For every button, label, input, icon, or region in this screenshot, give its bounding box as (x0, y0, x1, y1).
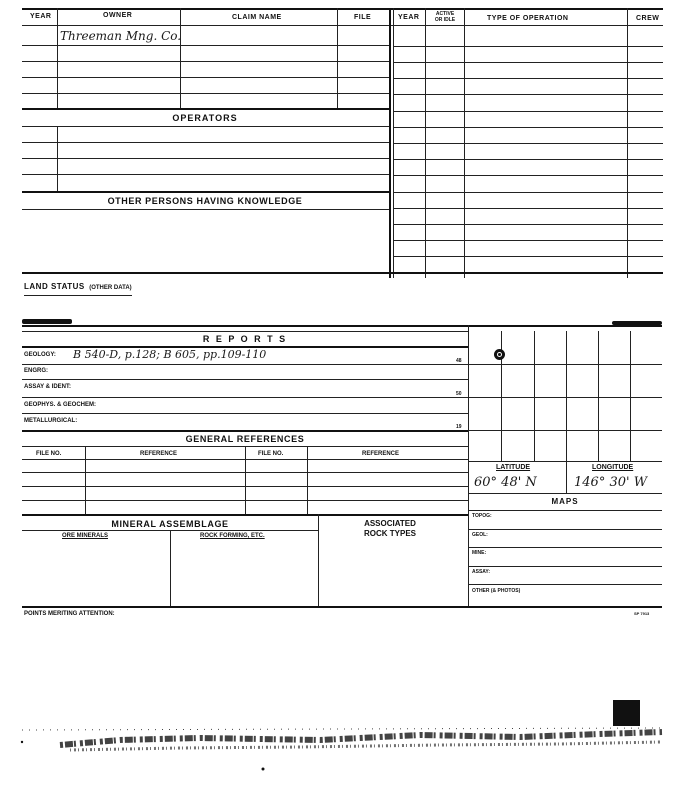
grid-row (468, 364, 662, 365)
row-line (393, 46, 663, 47)
owner-entry: Threeman Mng. Co. (60, 29, 182, 43)
row-line (22, 174, 389, 175)
other-persons-title: OTHER PERSONS HAVING KNOWLEDGE (107, 196, 303, 206)
row-line (393, 111, 663, 112)
mineral-assemblage-title: MINERAL ASSEMBLAGE (111, 519, 229, 529)
row-line (22, 45, 389, 46)
grid-col (598, 331, 599, 461)
maps-title: MAPS (551, 497, 579, 506)
row-line (22, 514, 468, 516)
active-label: ACTIVE (435, 11, 455, 17)
row-line (393, 224, 663, 225)
row-line (22, 93, 389, 94)
col-divider (180, 8, 181, 25)
points-meriting-attention-label: POINTS MERITING ATTENTION: (24, 611, 115, 617)
reports-top-border (22, 325, 662, 327)
operators-title: OPERATORS (172, 113, 238, 123)
scan-dot (262, 768, 265, 771)
reports-right-divider (468, 325, 469, 607)
land-status-sub: (OTHER DATA) (89, 285, 132, 291)
row-line (22, 331, 468, 332)
row-line (393, 143, 663, 144)
grid-col (534, 331, 535, 461)
row-line (22, 191, 389, 193)
torn-edge-left (22, 319, 72, 324)
location-marker-icon (494, 349, 505, 360)
ore-minerals-header: ORE MINERALS (62, 533, 109, 539)
row-line (22, 397, 468, 398)
row-line (393, 159, 663, 160)
scan-noise-line (70, 742, 660, 750)
table-bottom-border (22, 272, 663, 274)
row-line (468, 493, 662, 494)
associated-rock-types-header (340, 519, 440, 539)
row-line (468, 510, 662, 511)
row-line (468, 566, 662, 567)
row-line (393, 256, 663, 257)
row-line (468, 547, 662, 548)
geology-label: GEOLOGY: (24, 352, 56, 358)
col-line (85, 446, 86, 514)
land-status-label (24, 276, 132, 296)
geophys-label: GEOPHYS. & GEOCHEM: (24, 402, 97, 408)
grid-row (468, 461, 662, 462)
rock-forming-header: ROCK FORMING, ETC. (200, 533, 265, 539)
row-line (22, 77, 389, 78)
col-divider (337, 8, 338, 25)
latitude-value: 60° 48' N (474, 475, 537, 490)
row-line (393, 240, 663, 241)
row-line (22, 430, 468, 432)
row-line (22, 413, 468, 414)
assay-num: 50 (456, 391, 462, 397)
col-divider (57, 8, 58, 25)
row-line (393, 94, 663, 95)
scan-noise-line (22, 728, 660, 730)
col-line (318, 514, 319, 607)
row-line (22, 379, 468, 380)
col-line (337, 25, 338, 108)
claim-name-header: CLAIM NAME (232, 14, 282, 21)
row-line (393, 78, 663, 79)
reports-title: R E P O R T S (202, 334, 288, 344)
row-line (22, 142, 389, 143)
row-line (22, 61, 389, 62)
col-line (307, 446, 308, 514)
metallurgical-label: METALLURGICAL: (24, 418, 78, 424)
row-line (22, 209, 389, 210)
scan-artifact-block (613, 700, 640, 726)
row-line (393, 192, 663, 193)
owner-header: OWNER (103, 12, 133, 19)
col-line (245, 446, 246, 514)
grid-col (566, 331, 567, 493)
crew-header: CREW (636, 15, 660, 22)
geol-label: GEOL: (472, 532, 488, 538)
row-line (393, 208, 663, 209)
file-no-header-2: FILE NO. (258, 451, 284, 457)
or-idle-label: OR IDLE (434, 17, 456, 23)
row-line (468, 529, 662, 530)
scan-dot (21, 741, 23, 743)
row-line (393, 62, 663, 63)
longitude-value: 146° 30' W (574, 475, 648, 490)
longitude-label: LONGITUDE (592, 464, 634, 471)
active-idle-header (428, 11, 462, 23)
associated-label: ASSOCIATED (364, 519, 416, 528)
assay-map-label: ASSAY: (472, 569, 491, 575)
form-number: SP 7913 (634, 611, 650, 616)
col-line (57, 126, 58, 191)
scan-noise-band (0, 690, 678, 780)
row-line (393, 127, 663, 128)
geology-value: B 540-D, p.128; B 605, pp.109-110 (73, 348, 267, 361)
rock-types-label: ROCK TYPES (363, 529, 416, 538)
other-photos-label: OTHER (& PHOTOS) (472, 588, 521, 594)
right-block-border (389, 8, 391, 278)
row-line (22, 364, 468, 365)
file-no-header-1: FILE NO. (36, 451, 62, 457)
header-bottom-line (22, 25, 663, 26)
row-line (22, 158, 389, 159)
reference-header-1: REFERENCE (140, 451, 178, 457)
row-line (22, 126, 389, 127)
general-references-title: GENERAL REFERENCES (185, 434, 305, 444)
grid-col (630, 331, 631, 461)
engrg-label: ENGRG: (24, 368, 48, 374)
col-line (180, 25, 181, 108)
mine-label: MINE: (472, 550, 487, 556)
land-status-text: LAND STATUS (24, 282, 85, 291)
metallurgical-num: 19 (456, 424, 462, 430)
reports-bottom-border (22, 606, 662, 608)
grid-row (468, 430, 662, 431)
reference-header-2: REFERENCE (362, 451, 400, 457)
type-of-operation-header: TYPE OF OPERATION (487, 15, 569, 22)
year2-header: YEAR (398, 14, 420, 21)
col-line (170, 530, 171, 607)
grid-row (468, 397, 662, 398)
row-line (393, 175, 663, 176)
geology-num: 48 (456, 358, 462, 364)
col-line (57, 25, 58, 108)
topog-label: TOPOG: (472, 513, 492, 519)
row-line (468, 584, 662, 585)
assay-label: ASSAY & IDENT: (24, 384, 72, 390)
file-header: FILE (354, 14, 372, 21)
table-top-border (22, 8, 663, 10)
row-line (22, 108, 389, 110)
year-header: YEAR (30, 13, 52, 20)
latitude-label: LATITUDE (496, 464, 531, 471)
